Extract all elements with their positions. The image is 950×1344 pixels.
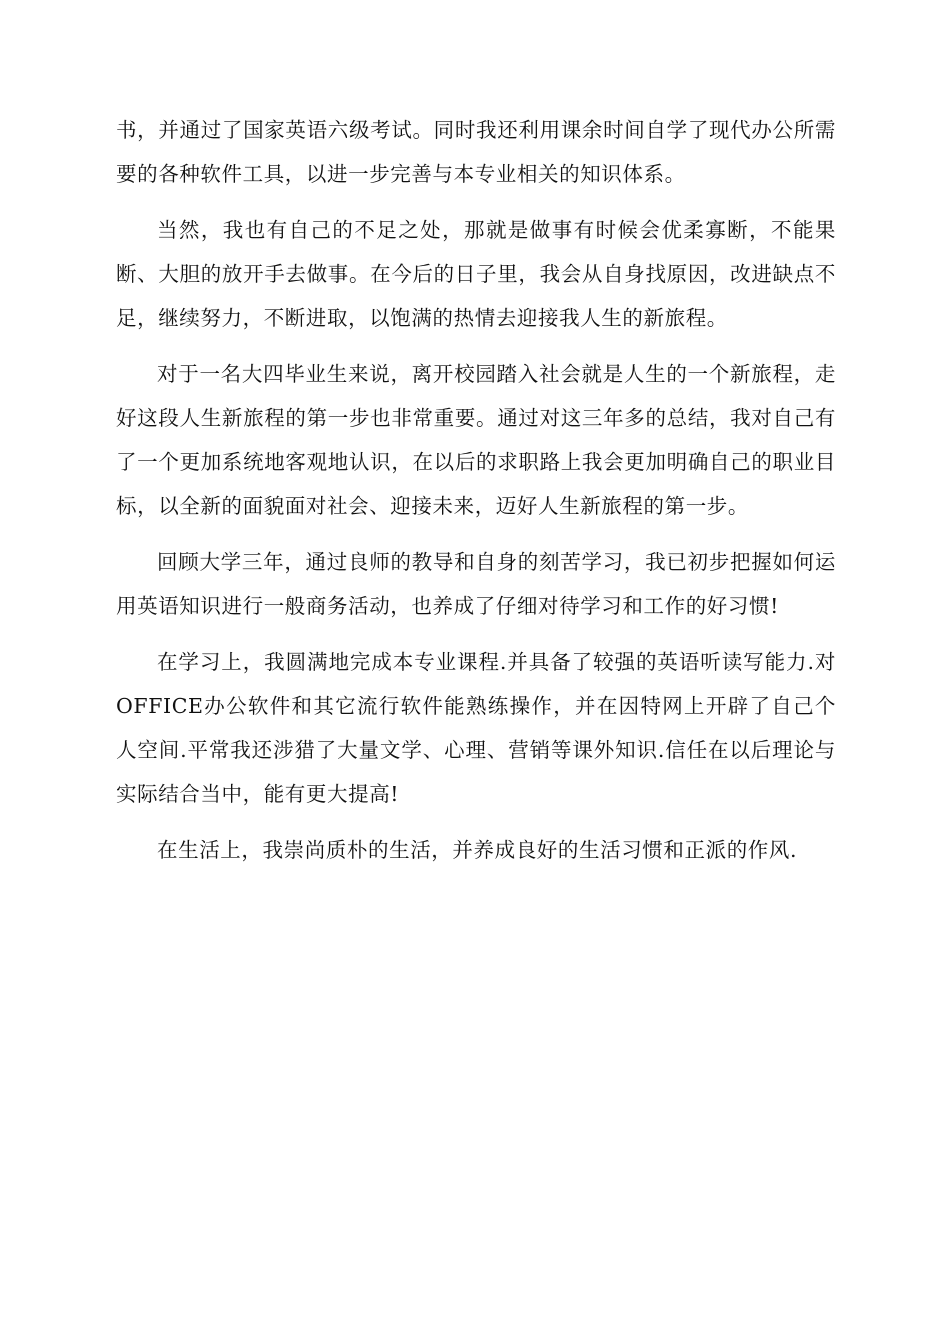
paragraph-6: 在生活上，我崇尚质朴的生活，并养成良好的生活习惯和正派的作风.: [157, 838, 798, 862]
paragraph-4: 回顾大学三年，通过良师的教导和自身的刻苦学习，我已初步把握如何运用英语知识进行一般商务活动，也养成了仔细对待学习和工作的好习惯!: [116, 550, 836, 618]
paragraph-2: 当然，我也有自己的不足之处，那就是做事有时候会优柔寡断，不能果断、大胆的放开手去做事。在今后的日子里，我会从自身找原因，改进缺点不足，继续努力，不断进取，以饱满的热情去迎接我人生的新旅程。: [116, 218, 836, 330]
paragraph-5: 在学习上，我圆满地完成本专业课程.并具备了较强的英语听读写能力.对OFFICE办公软件和其它流行软件能熟练操作，并在因特网上开辟了自己个人空间.平常我还涉猎了大量文学、心理、营销等课外知识.信任在以后理论与实际结合当中，能有更大提高!: [116, 650, 836, 806]
document-body: [116, 108, 836, 884]
paragraph-1: 书，并通过了国家英语六级考试。同时我还利用课余时间自学了现代办公所需要的各种软件工具，以进一步完善与本专业相关的知识体系。: [116, 118, 836, 186]
paragraph-3: 对于一名大四毕业生来说，离开校园踏入社会就是人生的一个新旅程，走好这段人生新旅程的第一步也非常重要。通过对这三年多的总结，我对自己有了一个更加系统地客观地认识，在以后的求职路上我会更加明确自己的职业目标，以全新的面貌面对社会、迎接未来，迈好人生新旅程的第一步。: [116, 362, 836, 518]
